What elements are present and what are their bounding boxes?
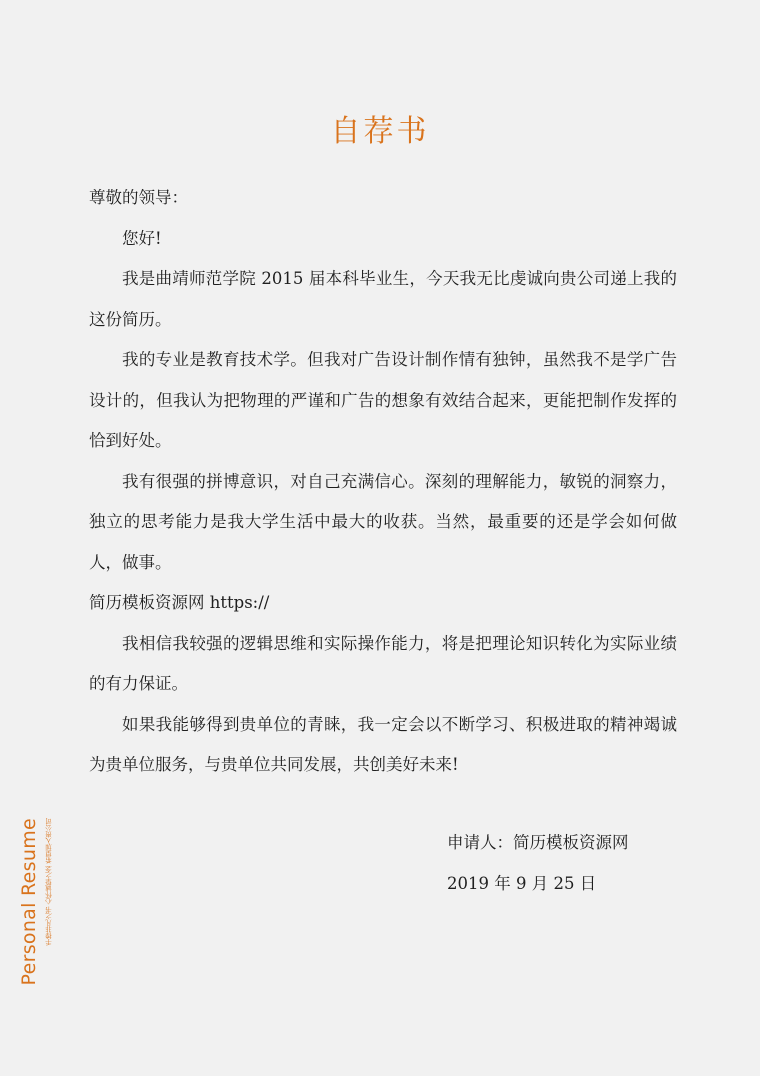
sidebar-title: Personal Resume	[18, 818, 40, 986]
paragraph-logic: 我相信我较强的逻辑思维和实际操作能力，将是把理论知识转化为实际业绩的有力保证。	[89, 633, 677, 693]
applicant-line: 申请人：简历模板资源网	[447, 833, 629, 852]
paragraph-intro: 我是曲靖师范学院 2015 届本科毕业生，今天我无比虔诚向贵公司递上我的这份简历。	[89, 269, 677, 329]
sidebar-branding	[18, 818, 58, 988]
greeting: 尊敬的领导：	[89, 188, 188, 207]
page-title: 自荐书	[330, 114, 430, 149]
paragraph-abilities: 我有很强的拼博意识，对自己充满信心。深刻的理解能力，敏锐的洞察力，独立的思考能力是我大学生活中最大的收获。当然，最重要的还是学会如何做人，做事。	[89, 471, 677, 572]
letter-body	[89, 178, 677, 786]
signature-block	[447, 823, 629, 904]
sidebar-subtitle: 手捧非凡之书 心怀诚挚之念 希望加入贵公司	[45, 818, 53, 946]
paragraph-major: 我的专业是教育技术学。但我对广告设计制作情有独钟，虽然我不是学广告设计的，但我认为把物理的严谨和广告的想象有效结合起来，更能把制作发挥的恰到好处。	[89, 350, 677, 450]
paragraph-website: 简历模板资源网 https://	[89, 593, 270, 612]
paragraph-hello: 您好!	[122, 228, 162, 248]
paragraph-closing: 如果我能够得到贵单位的青睐，我一定会以不断学习、积极进取的精神竭诚为贵单位服务，与贵单位共同发展，共创美好未来!	[89, 714, 677, 774]
date-line: 2019 年 9 月 25 日	[447, 873, 597, 893]
